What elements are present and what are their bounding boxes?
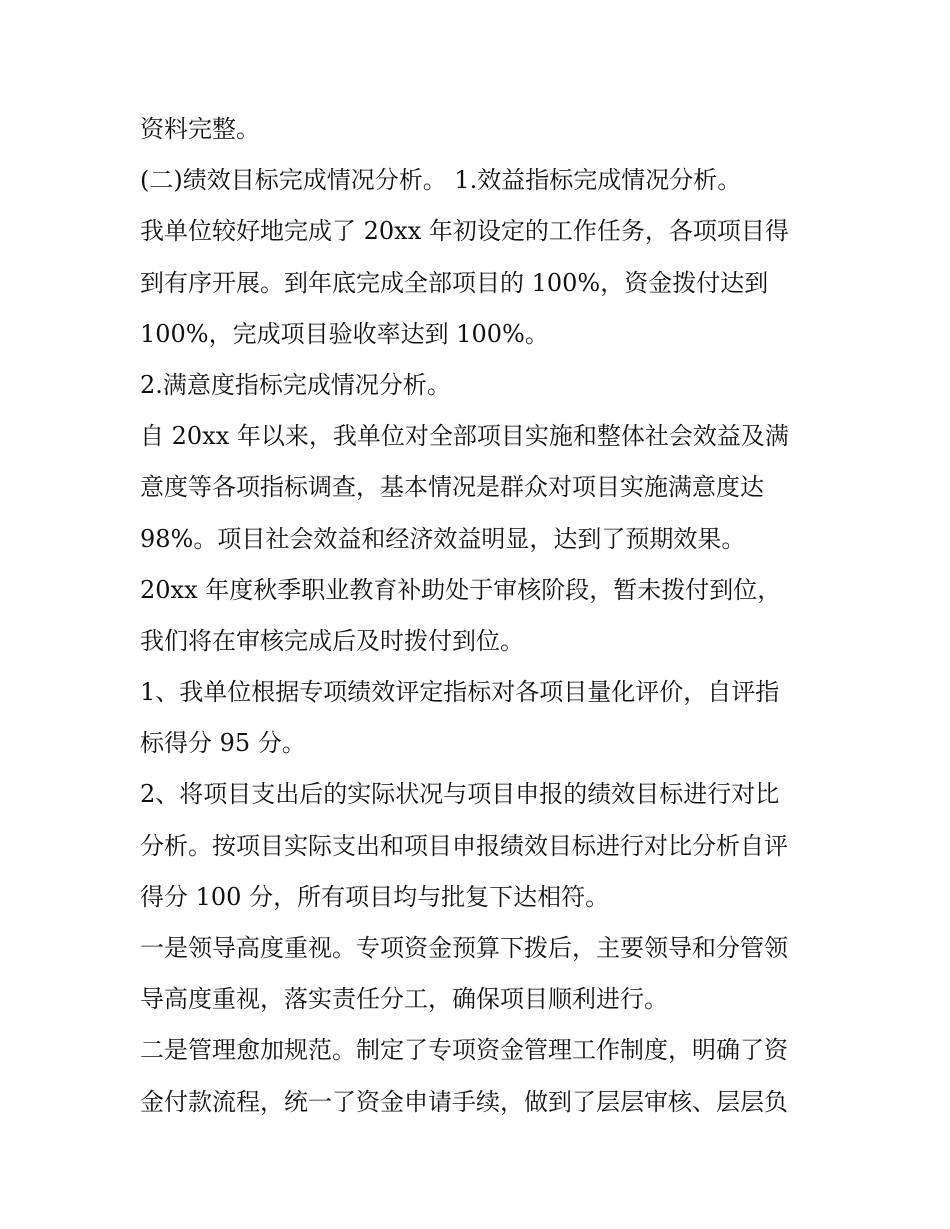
- paragraph-line: 100%，完成项目验收率达到 100%。: [140, 319, 549, 348]
- document-body: [140, 104, 820, 1128]
- paragraph-line: 我们将在审核完成后及时拨付到位。: [140, 626, 524, 655]
- paragraph-line: 分析。按项目实际支出和项目申报绩效目标进行对比分析自评: [140, 831, 788, 860]
- paragraph-line: 20xx 年度秋季职业教育补助处于审核阶段，暂未拨付到位，: [140, 575, 782, 604]
- paragraph-line: 导高度重视，落实责任分工，确保项目顺利进行。: [140, 985, 668, 1014]
- paragraph-line: 1、我单位根据专项绩效评定指标对各项目量化评价，自评指: [140, 678, 780, 707]
- paragraph-line: 金付款流程，统一了资金申请手续，做到了层层审核、层层负: [140, 1087, 788, 1116]
- paragraph-line: 我单位较好地完成了 20xx 年初设定的工作任务，各项项目得: [140, 217, 789, 246]
- paragraph-line: 到有序开展。到年底完成全部项目的 100%，资金拨付达到: [140, 268, 769, 297]
- paragraph-line: 一是领导高度重视。专项资金预算下拨后，主要领导和分管领: [140, 934, 788, 962]
- paragraph-line: 资料完整。: [140, 115, 260, 143]
- paragraph-line: 得分 100 分，所有项目均与批复下达相符。: [140, 882, 610, 911]
- paragraph-line: 2.满意度指标完成情况分析。: [140, 370, 451, 399]
- paragraph-line: 标得分 95 分。: [140, 729, 306, 758]
- paragraph-line: 98%。项目社会效益和经济效益明显，达到了预期效果。: [140, 524, 746, 553]
- paragraph-line: 意度等各项指标调查，基本情况是群众对项目实施满意度达: [140, 473, 764, 502]
- paragraph-line: 二是管理愈加规范。制定了专项资金管理工作制度，明确了资: [140, 1036, 788, 1065]
- paragraph-line: (二)绩效目标完成情况分析。 1.效益指标完成情况分析。: [140, 166, 742, 195]
- paragraph-line: 2、将项目支出后的实际状况与项目申报的绩效目标进行对比: [140, 780, 780, 809]
- paragraph-line: 自 20xx 年以来，我单位对全部项目实施和整体社会效益及满: [140, 422, 789, 451]
